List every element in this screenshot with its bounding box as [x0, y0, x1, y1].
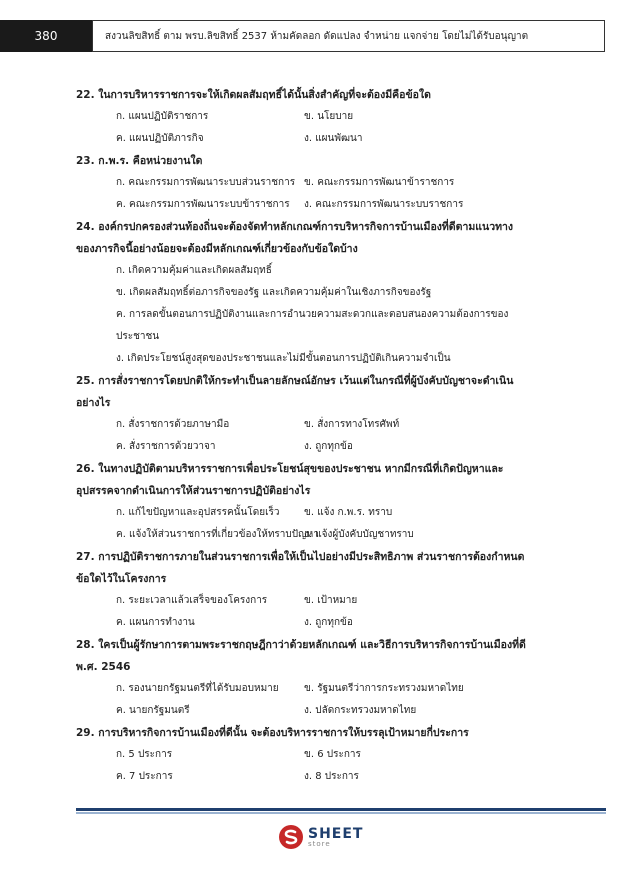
choice-option: ก. สั่งราชการด้วยภาษามือ: [116, 419, 230, 430]
question-text: ของภารกิจนี้อย่างน้อยจะต้องมีหลักเกณฑ์เกี่ยวข้องกับข้อใดบ้าง: [76, 243, 358, 255]
choice-option: ก. คณะกรรมการพัฒนาระบบส่วนราชการ: [116, 177, 296, 188]
choice-row: [76, 502, 546, 524]
choice-option: ก. แก้ไขปัญหาและอุปสรรคนั้นโดยเร็ว: [116, 507, 280, 518]
choice-option: ก. เกิดความคุ้มค่าและเกิดผลสัมฤทธิ์: [116, 265, 272, 276]
choice-option: ก. แผนปฏิบัติราชการ: [116, 111, 209, 122]
choice-row: [76, 106, 546, 128]
question-list: [76, 84, 546, 788]
question-text: 26. ในทางปฏิบัติตามบริหารราชการเพื่อประโยชน์สุขของประชาชน หากมีกรณีที่เกิดปัญหาและ: [76, 463, 504, 475]
choice-row: [76, 766, 546, 788]
question-text: 25. การสั่งราชการโดยปกติให้กระทำเป็นลายลักษณ์อักษร เว้นแต่ในกรณีที่ผู้บังคับบัญชาจะดำเนิน: [76, 375, 514, 387]
choice-option: ง. คณะกรรมการพัฒนาระบบราชการ: [304, 199, 464, 210]
question-text: 28. ใครเป็นผู้รักษาการตามพระราชกฤษฎีกาว่าด้วยหลักเกณฑ์ และวิธีการบริหารกิจการบ้านเมืองที่ดี: [76, 639, 526, 651]
choice-option: ข. นโยบาย: [304, 111, 354, 122]
choice-option: ง. 8 ประการ: [304, 771, 359, 782]
choice-option: ข. 6 ประการ: [304, 749, 361, 760]
logo-text: SHEET: [308, 825, 364, 842]
question-text: ข้อใดไว้ในโครงการ: [76, 573, 167, 585]
choice-row: [76, 436, 546, 458]
sheet-store-logo: [278, 824, 363, 850]
sheet-logo-icon: [278, 824, 304, 850]
question-text: 23. ก.พ.ร. คือหน่วยงานใด: [76, 155, 203, 167]
question-text: 29. การบริหารกิจการบ้านเมืองที่ดีนั้น จะต้องบริหารราชการให้บรรลุเป้าหมายกี่ประการ: [76, 727, 469, 739]
choice-option: ค. แผนปฏิบัติภารกิจ: [116, 133, 204, 144]
choice-row: [76, 700, 546, 722]
choice-row: [76, 590, 546, 612]
choice-row: [76, 524, 546, 546]
question-text: 27. การปฏิบัติราชการภายในส่วนราชการเพื่อให้เป็นไปอย่างมีประสิทธิภาพ ส่วนราชการต้องกำหนด: [76, 551, 525, 563]
choice-option: ค. แผนการทำงาน: [116, 617, 195, 628]
question-text: 22. ในการบริหารราชการจะให้เกิดผลสัมฤทธิ์ได้นั้นสิ่งสำคัญที่จะต้องมีคือข้อใด: [76, 89, 431, 101]
question-text: อย่างไร: [76, 397, 111, 409]
choice-option: ง. ปลัดกระทรวงมหาดไทย: [304, 705, 417, 716]
choice-option: ง. ถูกทุกข้อ: [304, 441, 353, 452]
choice-row: [76, 678, 546, 700]
choice-option: ง. แจ้งผู้บังคับบัญชาทราบ: [304, 529, 414, 540]
choice-option: ง. แผนพัฒนา: [304, 133, 363, 144]
choice-option: ง. ถูกทุกข้อ: [304, 617, 353, 628]
footer-divider-accent: [76, 812, 606, 814]
choice-option: ข. แจ้ง ก.พ.ร. ทราบ: [304, 507, 393, 518]
choice-option: ค. แจ้งให้ส่วนราชการที่เกี่ยวข้องให้ทราบปัญหา: [116, 529, 319, 540]
question-text: อุปสรรคจากดำเนินการให้ส่วนราชการปฏิบัติอย่างไร: [76, 485, 311, 497]
choice-option: ข. สั่งการทางโทรศัพท์: [304, 419, 400, 430]
choice-row: [76, 744, 546, 766]
choice-row: [76, 172, 546, 194]
choice-option: ประชาชน: [116, 331, 160, 342]
choice-option: ค. นายกรัฐมนตรี: [116, 705, 190, 716]
page-number: 380: [0, 20, 92, 52]
choice-option: ค. 7 ประการ: [116, 771, 173, 782]
choice-row: [76, 194, 546, 216]
copyright-header: สงวนลิขสิทธิ์ ตาม พรบ.ลิขสิทธิ์ 2537 ห้ามคัดลอก ดัดแปลง จำหน่าย แจกจ่าย โดยไม่ได้รับอนุญาต: [92, 20, 605, 52]
choice-option: ข. เป้าหมาย: [304, 595, 358, 606]
choice-row: [76, 612, 546, 634]
choice-option: ค. คณะกรรมการพัฒนาระบบข้าราชการ: [116, 199, 290, 210]
choice-option: ข. เกิดผลสัมฤทธิ์ต่อภารกิจของรัฐ และเกิดความคุ้มค่าในเชิงภารกิจของรัฐ: [116, 287, 432, 298]
choice-option: ก. 5 ประการ: [116, 749, 173, 760]
choice-row: [76, 414, 546, 436]
choice-option: ข. คณะกรรมการพัฒนาข้าราชการ: [304, 177, 455, 188]
question-text: พ.ศ. 2546: [76, 661, 131, 673]
choice-row: [76, 128, 546, 150]
choice-option: ก. ระยะเวลาแล้วเสร็จของโครงการ: [116, 595, 268, 606]
logo-subtext: store: [308, 839, 331, 848]
choice-option: ค. การลดขั้นตอนการปฏิบัติงานและการอำนวยความสะดวกและตอบสนองความต้องการของ: [116, 309, 509, 320]
footer-divider: [76, 808, 606, 811]
choice-option: ก. รองนายกรัฐมนตรีที่ได้รับมอบหมาย: [116, 683, 279, 694]
choice-option: ง. เกิดประโยชน์สูงสุดของประชาชนและไม่มีขั้นตอนการปฏิบัติเกินความจำเป็น: [116, 353, 451, 364]
choice-option: ข. รัฐมนตรีว่าการกระทรวงมหาดไทย: [304, 683, 464, 694]
choice-option: ค. สั่งราชการด้วยวาจา: [116, 441, 216, 452]
question-text: 24. องค์กรปกครองส่วนท้องถิ่นจะต้องจัดทำหลักเกณฑ์การบริหารกิจการบ้านเมืองที่ดีตามแนวทาง: [76, 221, 514, 233]
